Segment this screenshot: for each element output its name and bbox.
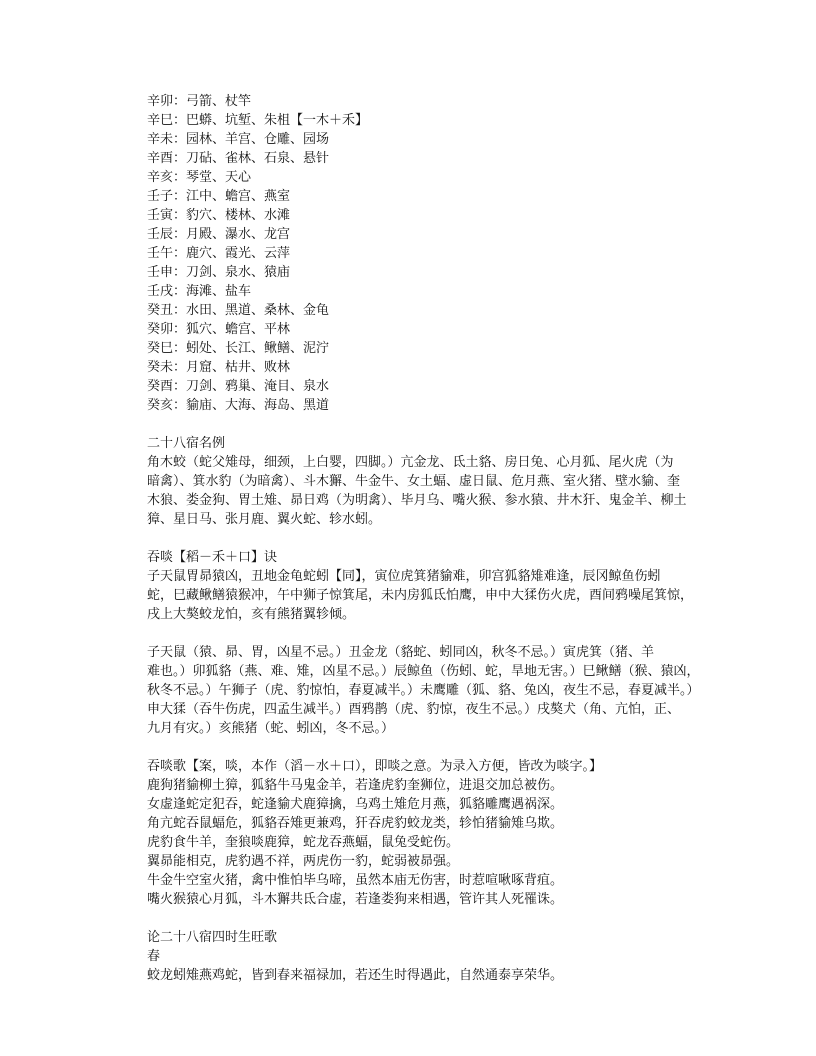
body-line: 九月有灾。）亥熊猪（蛇、蚓凶，冬不忌。） xyxy=(147,721,395,736)
ganzhi-line: 壬戌：海滩、盐车 xyxy=(147,284,252,299)
ganzhi-line: 辛酉：刀砧、雀林、石泉、悬针 xyxy=(147,151,330,166)
ganzhi-line: 壬寅：豹穴、楼林、水滩 xyxy=(147,208,291,223)
body-line: 秋冬不忌。）午狮子（虎、豹惊怕，春夏减半。）未鹰雕（狐、貉、兔凶，夜生不忌，春夏减半。） xyxy=(147,683,700,698)
ganzhi-line: 癸亥：貐庙、大海、海岛、黑道 xyxy=(147,398,330,413)
ganzhi-line: 癸卯：狐穴、蟾宫、平林 xyxy=(147,322,291,337)
ganzhi-line: 癸酉：刀剑、鸦巢、淹目、泉水 xyxy=(147,379,330,394)
verse-line: 翼昴能相克，虎豹遇不祥，两虎伤一豹，蛇弱被昴强。 xyxy=(147,854,460,869)
ganzhi-line: 辛未：园林、羊宫、仓雕、园场 xyxy=(147,132,330,147)
body-line: 蛇，巳藏鳅鳝猿猴冲，午中狮子惊箕尾，未内房狐氐怕鹰，申中大猱伤火虎，酉间鸦噪尾箕惊， xyxy=(147,588,694,603)
ganzhi-line: 癸未：月窟、枯井、败林 xyxy=(147,360,291,375)
body-line: 暗禽）、箕水豹（为暗禽）、斗木獬、牛金牛、女土蝠、虚日鼠、危月燕、室火猪、壁水貐、奎 xyxy=(147,474,681,489)
verse-line: 女虚逢蛇定犯吞，蛇逢貐犬鹿獐擒，乌鸡土雉危月燕，狐貉雕鹰遇祸深。 xyxy=(147,797,564,812)
ganzhi-line: 壬午：鹿穴、霞光、云萍 xyxy=(147,246,291,261)
body-line: 木狼、娄金狗、胃土雉、昴日鸡（为明禽）、毕月乌、嘴火猴、参水猿、井木犴、鬼金羊、柳土 xyxy=(147,493,687,508)
ganzhi-line: 癸丑：水田、黑道、桑林、金龟 xyxy=(147,303,330,318)
ganzhi-line: 辛巳：巴蟒、坑堑、朱柤【一木＋禾】 xyxy=(147,113,369,128)
section-28-mansions xyxy=(147,434,687,529)
section-tundan-formula xyxy=(147,548,694,624)
season-label: 春 xyxy=(147,949,161,964)
ganzhi-line: 辛亥：琴堂、天心 xyxy=(147,170,252,185)
ganzhi-line: 壬辰：月殿、瀑水、龙宫 xyxy=(147,227,291,242)
verse-line: 虎豹食牛羊，奎狼啖鹿獐，蛇龙吞燕蝠，鼠兔受蛇伤。 xyxy=(147,835,460,850)
document-page xyxy=(147,92,700,985)
ganzhi-line: 壬子：江中、蟾宫、燕室 xyxy=(147,189,291,204)
ganzhi-list xyxy=(147,92,687,415)
ganzhi-line: 癸巳：蚓处、长江、鳅鳝、泥泞 xyxy=(147,341,330,356)
verse-line: 鹿狗猪貐柳土獐，狐貉牛马鬼金羊，若逢虎豹奎狮位，进退交加总被伤。 xyxy=(147,778,564,793)
section-tundan-song xyxy=(147,757,687,909)
body-line: 戌上大獒蛟龙怕，亥有熊猪翼轸倾。 xyxy=(147,607,356,622)
body-line: 申大猱（吞牛伤虎，四孟生减半。）酉鸦鹊（虎、豹惊，夜生不忌。）戌獒犬（角、亢怕，正、 xyxy=(147,702,681,717)
verse-line: 牛金牛空室火猪，禽中惟怕毕乌啼，虽然本庙无伤害，时惹喧啾啄背疽。 xyxy=(147,873,564,888)
ganzhi-line: 辛卯：弓箭、杖竿 xyxy=(147,94,252,109)
verse-line: 嘴火猴猿心月狐，斗木獬共氐合虚，若逢娄狗来相遇，管许其人死罹诛。 xyxy=(147,892,564,907)
ganzhi-line: 壬申：刀剑、泉水、猿庙 xyxy=(147,265,291,280)
section-heading: 论二十八宿四时生旺歌 xyxy=(147,930,278,945)
section-tundan-notes xyxy=(147,643,700,738)
body-line: 獐、星日马、张月鹿、翼火蛇、轸水蚓。 xyxy=(147,512,382,527)
body-line: 子天鼠（猿、昴、胃，凶星不忌。）丑金龙（貉蛇、蚓同凶，秋冬不忌。）寅虎箕（猪、羊 xyxy=(147,645,655,660)
verse-line: 角亢蛇吞鼠蝠危，狐貉吞雉更兼鸡，犴吞虎豹蛟龙类，轸怕猪貐雉乌欺。 xyxy=(147,816,564,831)
section-heading: 吞啖歌【案，啖，本作（滔－水＋口），即啖之意。为录入方便，皆改为啖字。】 xyxy=(147,759,603,774)
section-heading: 二十八宿名例 xyxy=(147,436,226,451)
verse-line: 蛟龙蚓雉燕鸡蛇，皆到春来福禄加，若还生时得遇此，自然通泰享荣华。 xyxy=(147,968,564,983)
body-line: 角木蛟（蛇父雉母，细颈，上白婴，四脚。）亢金龙、氐土貉、房日兔、心月狐、尾火虎（为 xyxy=(147,455,674,470)
section-four-seasons xyxy=(147,928,687,985)
section-heading: 吞啖【稻－禾＋口】诀 xyxy=(147,550,278,565)
body-line: 子天鼠胃昴猿凶，丑地金龟蛇蚓【同】，寅位虎箕猪貐难，卯宫狐貉雉难逢，辰冈鲸鱼伤蚓 xyxy=(147,569,661,584)
body-line: 难也。）卯狐貉（燕、难、雉，凶星不忌。）辰鲸鱼（伤蚓、蛇，旱地无害。）巳鳅鳝（猴、猿凶， xyxy=(147,664,700,679)
